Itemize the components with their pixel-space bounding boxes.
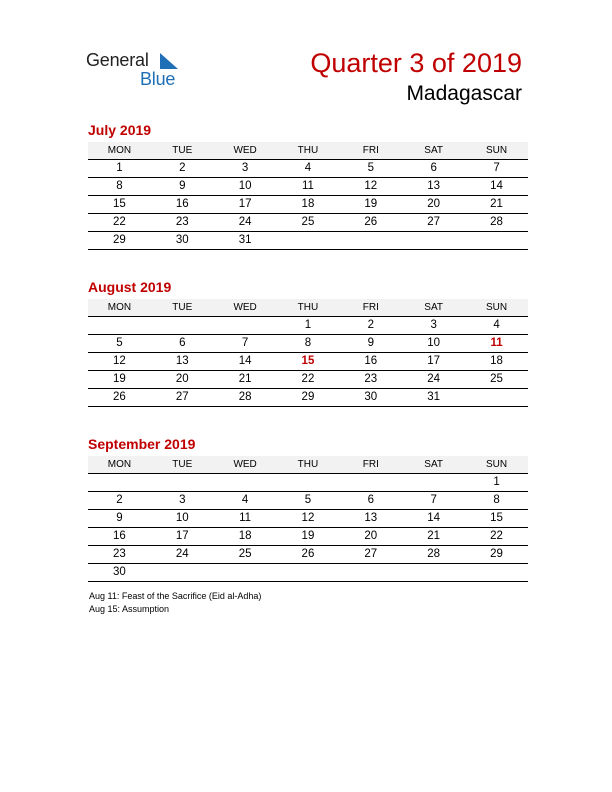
day-cell: 20 [339, 528, 402, 546]
week-row [88, 160, 528, 178]
day-cell: 21 [214, 371, 277, 389]
day-cell [214, 564, 277, 582]
week-row [88, 474, 528, 492]
holiday-notes [89, 590, 261, 616]
day-cell: 8 [465, 492, 528, 510]
logo-text-general: General [86, 50, 149, 70]
day-cell: 17 [214, 196, 277, 214]
holiday-day-cell: 11 [465, 335, 528, 353]
day-cell: 14 [214, 353, 277, 371]
day-cell: 28 [214, 389, 277, 407]
week-row [88, 232, 528, 250]
month-calendar [88, 456, 528, 582]
weekday-label: TUE [151, 299, 214, 317]
weekday-label: SAT [402, 142, 465, 160]
day-cell: 8 [88, 178, 151, 196]
day-cell [151, 474, 214, 492]
day-cell: 6 [339, 492, 402, 510]
day-cell: 3 [402, 317, 465, 335]
day-cell [402, 474, 465, 492]
weekday-label: MON [88, 456, 151, 474]
weekday-label: FRI [339, 456, 402, 474]
day-cell [88, 317, 151, 335]
day-cell: 10 [402, 335, 465, 353]
day-cell: 26 [88, 389, 151, 407]
day-cell: 12 [339, 178, 402, 196]
day-cell: 9 [88, 510, 151, 528]
weekday-label: SAT [402, 456, 465, 474]
day-cell: 10 [151, 510, 214, 528]
day-cell: 31 [214, 232, 277, 250]
day-cell [465, 389, 528, 407]
day-cell: 24 [151, 546, 214, 564]
month-title: July 2019 [88, 122, 152, 138]
day-cell [277, 564, 340, 582]
day-cell: 27 [402, 214, 465, 232]
weekday-label: TUE [151, 456, 214, 474]
day-cell: 24 [402, 371, 465, 389]
week-row [88, 178, 528, 196]
day-cell: 7 [465, 160, 528, 178]
day-cell: 30 [339, 389, 402, 407]
day-cell: 10 [214, 178, 277, 196]
weekday-label: THU [277, 299, 340, 317]
day-cell: 20 [402, 196, 465, 214]
day-cell: 5 [339, 160, 402, 178]
weekday-label: WED [214, 456, 277, 474]
day-cell: 27 [151, 389, 214, 407]
week-row [88, 389, 528, 407]
country-name: Madagascar [406, 82, 522, 105]
weekday-label: SUN [465, 142, 528, 160]
day-cell: 2 [339, 317, 402, 335]
day-cell: 9 [339, 335, 402, 353]
week-row [88, 492, 528, 510]
day-cell: 14 [402, 510, 465, 528]
week-row [88, 546, 528, 564]
week-row [88, 510, 528, 528]
day-cell: 25 [277, 214, 340, 232]
weekday-label: SUN [465, 299, 528, 317]
day-cell: 7 [214, 335, 277, 353]
day-cell [151, 564, 214, 582]
month-calendar [88, 299, 528, 407]
day-cell: 16 [151, 196, 214, 214]
day-cell: 2 [151, 160, 214, 178]
day-cell: 21 [402, 528, 465, 546]
week-row [88, 196, 528, 214]
day-cell: 5 [277, 492, 340, 510]
day-cell: 4 [214, 492, 277, 510]
day-cell: 16 [88, 528, 151, 546]
day-cell: 6 [151, 335, 214, 353]
day-cell: 12 [88, 353, 151, 371]
day-cell: 16 [339, 353, 402, 371]
day-cell: 4 [277, 160, 340, 178]
day-cell: 15 [465, 510, 528, 528]
weekday-header-row [88, 299, 528, 317]
week-row [88, 214, 528, 232]
weekday-label: FRI [339, 299, 402, 317]
weekday-label: FRI [339, 142, 402, 160]
weekday-label: WED [214, 299, 277, 317]
month-block-september [88, 435, 528, 582]
day-cell: 22 [88, 214, 151, 232]
day-cell [339, 474, 402, 492]
day-cell: 30 [151, 232, 214, 250]
day-cell: 19 [277, 528, 340, 546]
logo-triangle-icon [160, 53, 178, 69]
day-cell: 6 [402, 160, 465, 178]
day-cell: 29 [88, 232, 151, 250]
day-cell: 17 [402, 353, 465, 371]
holiday-note: Aug 11: Feast of the Sacrifice (Eid al-Adha) [89, 591, 262, 601]
day-cell: 11 [277, 178, 340, 196]
weekday-label: SUN [465, 456, 528, 474]
week-row [88, 335, 528, 353]
week-row [88, 317, 528, 335]
day-cell [402, 232, 465, 250]
day-cell: 20 [151, 371, 214, 389]
day-cell: 22 [465, 528, 528, 546]
day-cell: 18 [465, 353, 528, 371]
day-cell: 25 [214, 546, 277, 564]
logo-text-blue: Blue [140, 69, 176, 89]
holiday-day-cell: 15 [277, 353, 340, 371]
day-cell: 1 [88, 160, 151, 178]
month-title: August 2019 [88, 279, 172, 295]
day-cell: 24 [214, 214, 277, 232]
week-row [88, 528, 528, 546]
day-cell [402, 564, 465, 582]
day-cell: 27 [339, 546, 402, 564]
day-cell: 19 [339, 196, 402, 214]
month-title: September 2019 [88, 436, 196, 452]
day-cell: 3 [151, 492, 214, 510]
weekday-label: THU [277, 456, 340, 474]
day-cell: 12 [277, 510, 340, 528]
day-cell: 8 [277, 335, 340, 353]
day-cell: 23 [339, 371, 402, 389]
holiday-note: Aug 15: Assumption [89, 604, 170, 614]
weekday-label: WED [214, 142, 277, 160]
page-title: Quarter 3 of 2019 [310, 48, 522, 78]
day-cell [214, 474, 277, 492]
day-cell: 13 [151, 353, 214, 371]
day-cell: 28 [465, 214, 528, 232]
day-cell: 21 [465, 196, 528, 214]
week-row [88, 371, 528, 389]
day-cell [277, 232, 340, 250]
day-cell [88, 474, 151, 492]
week-row [88, 353, 528, 371]
day-cell: 26 [277, 546, 340, 564]
day-cell [151, 317, 214, 335]
weekday-label: MON [88, 142, 151, 160]
day-cell: 14 [465, 178, 528, 196]
day-cell [465, 232, 528, 250]
weekday-label: MON [88, 299, 151, 317]
day-cell: 17 [151, 528, 214, 546]
day-cell [339, 232, 402, 250]
day-cell: 23 [151, 214, 214, 232]
weekday-label: THU [277, 142, 340, 160]
day-cell: 18 [277, 196, 340, 214]
day-cell [465, 564, 528, 582]
day-cell: 18 [214, 528, 277, 546]
day-cell: 13 [339, 510, 402, 528]
day-cell: 15 [88, 196, 151, 214]
day-cell: 3 [214, 160, 277, 178]
weekday-header-row [88, 456, 528, 474]
day-cell: 1 [277, 317, 340, 335]
month-block-july [88, 121, 528, 250]
month-block-august [88, 278, 528, 407]
day-cell: 26 [339, 214, 402, 232]
month-calendar [88, 142, 528, 250]
day-cell [277, 474, 340, 492]
weekday-label: TUE [151, 142, 214, 160]
day-cell: 23 [88, 546, 151, 564]
day-cell: 11 [214, 510, 277, 528]
day-cell: 29 [465, 546, 528, 564]
day-cell: 30 [88, 564, 151, 582]
day-cell: 4 [465, 317, 528, 335]
week-row [88, 564, 528, 582]
day-cell [339, 564, 402, 582]
day-cell: 2 [88, 492, 151, 510]
day-cell: 9 [151, 178, 214, 196]
day-cell: 22 [277, 371, 340, 389]
day-cell: 25 [465, 371, 528, 389]
day-cell: 19 [88, 371, 151, 389]
weekday-label: SAT [402, 299, 465, 317]
day-cell: 7 [402, 492, 465, 510]
generalblue-logo [86, 50, 186, 90]
day-cell: 1 [465, 474, 528, 492]
day-cell: 13 [402, 178, 465, 196]
day-cell: 5 [88, 335, 151, 353]
day-cell: 31 [402, 389, 465, 407]
weekday-header-row [88, 142, 528, 160]
day-cell: 29 [277, 389, 340, 407]
day-cell: 28 [402, 546, 465, 564]
day-cell [214, 317, 277, 335]
